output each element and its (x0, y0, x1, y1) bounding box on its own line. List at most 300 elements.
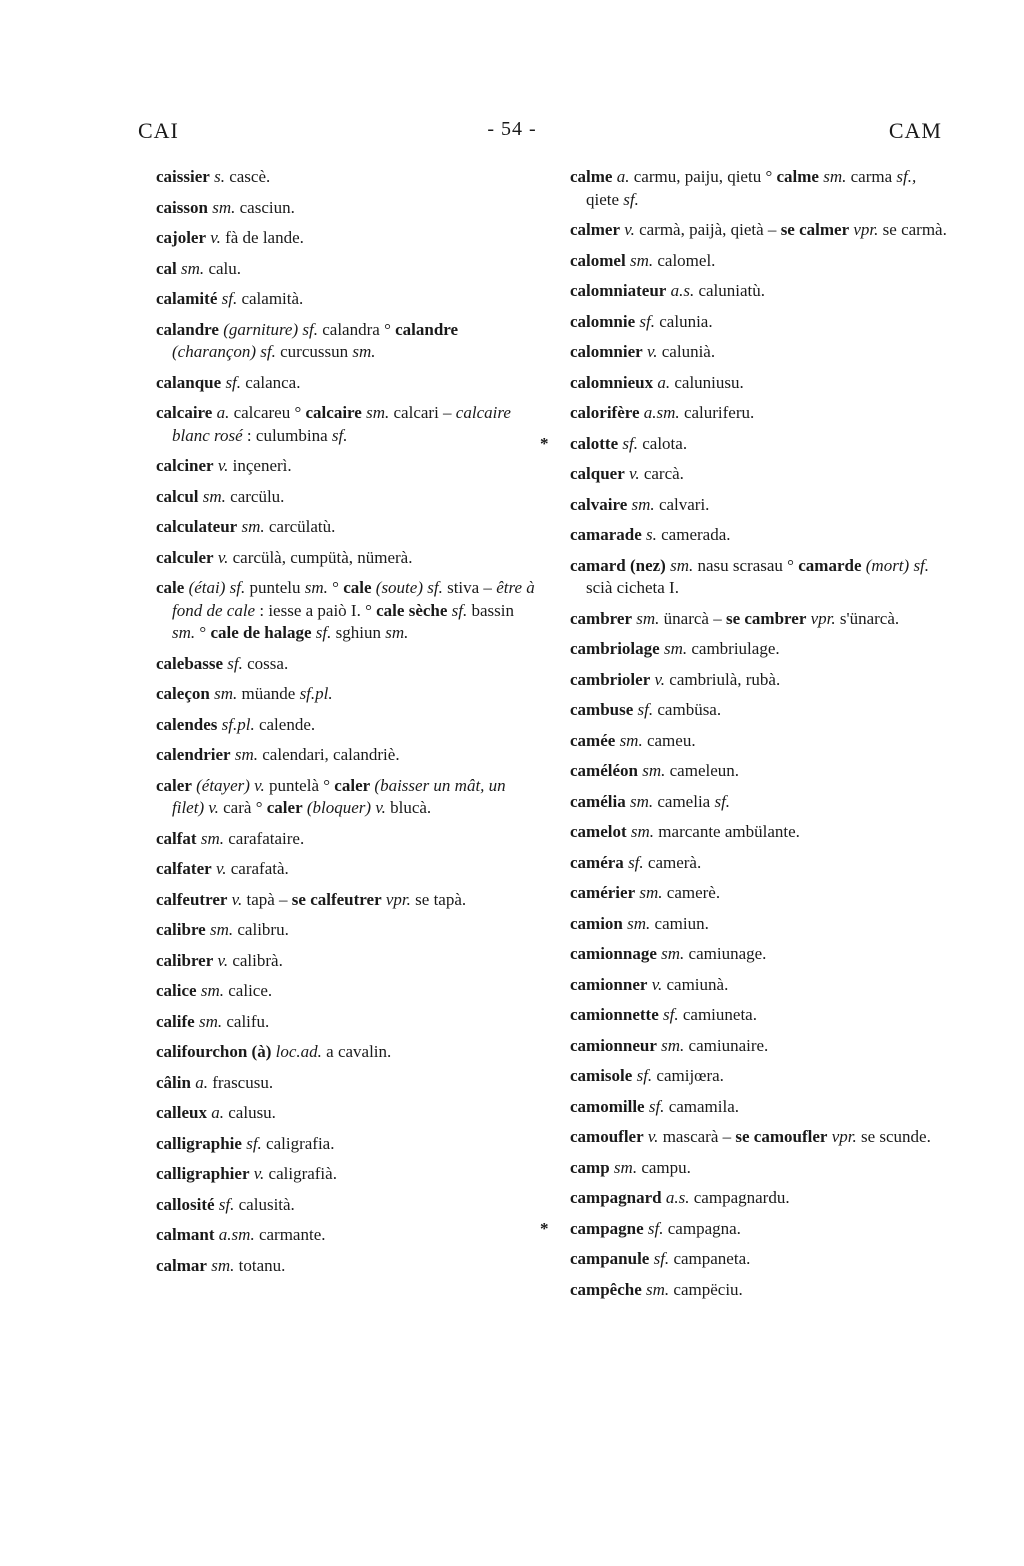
grammar-label: v. (206, 228, 221, 247)
translation-text: nasu scrasau ° (693, 555, 799, 575)
dictionary-entry (540, 1218, 950, 1241)
grammar-label: sf. (632, 1066, 653, 1085)
grammar-label: sf. (221, 372, 242, 392)
translation-text: carcülu. (225, 486, 285, 506)
headword: calomnie (570, 311, 636, 331)
translation-text: curcussun (275, 342, 353, 361)
headword: campanule (570, 1249, 650, 1268)
translation-text: calomel. (653, 250, 716, 270)
grammar-label: sm. (625, 250, 654, 270)
translation-text: calanca. (241, 372, 301, 392)
grammar-label: sf. (649, 1249, 670, 1268)
headword: cajoler (156, 228, 207, 247)
translation-text: calibrà. (228, 950, 283, 970)
translation-text: ° (195, 623, 211, 642)
headword: cale (343, 578, 372, 597)
dictionary-entry (570, 555, 950, 600)
grammar-label: sf. (643, 1218, 664, 1238)
grammar-label: (charançon) sf. (172, 342, 276, 361)
translation-text: cambüsa. (653, 700, 722, 719)
translation-text: müande (237, 684, 300, 703)
headword: calorifère (570, 403, 640, 422)
dictionary-entry (570, 760, 950, 783)
grammar-label: sm. (641, 1279, 670, 1299)
headword: calendrier (156, 745, 231, 764)
grammar-label: sm. (635, 883, 663, 902)
grammar-label: sm. (632, 608, 660, 628)
headword: caméra (570, 852, 624, 872)
translation-text: qiete (586, 189, 624, 209)
grammar-label: sm. (237, 517, 265, 536)
dictionary-entry (156, 258, 536, 281)
translation-text: calota. (637, 433, 688, 453)
headword: calibre (156, 920, 206, 939)
headword: câlin (156, 1072, 191, 1092)
translation-text: stiva – (442, 578, 497, 597)
grammar-label: sm. (385, 623, 409, 642)
grammar-label: a. (653, 372, 671, 392)
headword: calfeutrer (156, 889, 228, 909)
dictionary-entry (570, 821, 950, 844)
headword: se cambrer (725, 608, 807, 628)
headword: camion (570, 913, 623, 933)
dictionary-entry (570, 372, 950, 395)
translation-text: califu. (222, 1011, 270, 1031)
dictionary-entry (570, 730, 950, 753)
headword: caissier (156, 167, 210, 186)
dictionary-entry (156, 288, 536, 311)
dictionary-entry (570, 250, 950, 273)
translation-text: cambriulà, rubà. (665, 669, 781, 689)
grammar-label: (étai) sf. (184, 578, 246, 597)
dictionary-entry (156, 227, 536, 250)
translation-text: se scunde. (856, 1127, 931, 1146)
headword: caler (334, 775, 371, 795)
headword: calamité (156, 289, 218, 308)
translation-text: inçenerì. (228, 456, 292, 475)
grammar-label: sm. (659, 639, 688, 658)
headword: camélia (570, 791, 626, 811)
grammar-label: sm. (194, 1011, 223, 1031)
grammar-label: a.sm. (639, 403, 680, 422)
translation-text: carcülatù. (264, 517, 336, 536)
translation-text: caluniusu. (670, 372, 744, 392)
dictionary-entry (570, 402, 950, 425)
grammar-label: sf. (644, 1096, 665, 1116)
grammar-label: sm. (198, 486, 226, 506)
translation-text: carà ° (218, 798, 267, 817)
headword: calligraphier (156, 1164, 250, 1183)
translation-text: camiun. (650, 913, 709, 933)
translation-text: campëciu. (669, 1279, 743, 1299)
translation-text: calamità. (237, 289, 304, 308)
grammar-label: sf., (896, 167, 917, 186)
translation-text: ° (327, 578, 344, 597)
grammar-label: sm. (196, 828, 224, 848)
dictionary-entry (570, 166, 950, 211)
dictionary-entry (570, 913, 950, 936)
dictionary-entry (156, 166, 536, 189)
grammar-label: sf. (214, 1194, 235, 1214)
grammar-label: sf. (618, 433, 638, 453)
translation-text: caligrafià. (264, 1164, 337, 1183)
grammar-label: sm. (665, 555, 694, 575)
grammar-label: sm. (637, 761, 666, 780)
translation-text: carma (846, 167, 897, 186)
headword: se camoufler (735, 1127, 828, 1146)
headword: calice (156, 981, 197, 1000)
headword: calcul (156, 486, 199, 506)
dictionary-entry (156, 372, 536, 395)
headword: calmer (570, 220, 621, 239)
dictionary-entry (570, 1279, 950, 1302)
dictionary-entry (156, 577, 536, 645)
headword: campêche (570, 1279, 642, 1299)
translation-text: carmante. (254, 1225, 326, 1244)
translation-text: caligrafia. (261, 1133, 335, 1153)
headword: cal (156, 258, 177, 278)
grammar-label: (mort) sf. (861, 555, 930, 575)
grammar-label: a.sm. (214, 1225, 255, 1244)
grammar-label: v. (643, 1127, 659, 1146)
dictionary-entry (570, 974, 950, 997)
headword: calomnier (570, 342, 643, 361)
grammar-label: a.s. (666, 281, 695, 300)
headword: cambriolage (570, 639, 660, 658)
headword: caler (156, 775, 192, 795)
dictionary-entry (156, 1163, 536, 1186)
translation-text: camerà. (643, 852, 702, 872)
grammar-label: (étayer) v. (191, 775, 265, 795)
headword: calcaire (156, 403, 213, 422)
running-head-right: CAM (888, 118, 942, 143)
grammar-label: v. (647, 974, 663, 994)
translation-text: camijœra. (652, 1066, 724, 1085)
headword: caler (266, 798, 303, 817)
translation-text: se tapà. (410, 889, 467, 909)
dictionary-entry (570, 1187, 950, 1210)
dictionary-entry (570, 699, 950, 722)
dictionary-entry (156, 683, 536, 706)
headword: camomille (570, 1096, 645, 1116)
headword: calife (156, 1011, 195, 1031)
translation-text: camerada. (656, 525, 731, 544)
grammar-label: sf. (447, 600, 468, 620)
dictionary-entry (570, 638, 950, 661)
headword: calanque (156, 372, 222, 392)
dictionary-entry (156, 828, 536, 851)
dictionary-entry (570, 608, 950, 631)
headword: cambrioler (570, 669, 651, 689)
grammar-label: sm. (627, 494, 655, 514)
grammar-label: sm. (207, 197, 236, 217)
grammar-label: sf. (331, 425, 348, 445)
grammar-label: s. (209, 167, 225, 186)
translation-text: calcareu (229, 403, 295, 422)
grammar-label: sf. (223, 653, 243, 673)
translation-text: calusità. (234, 1194, 295, 1214)
grammar-label: sf. (241, 1133, 262, 1153)
dictionary-entry (570, 882, 950, 905)
headword: camarde (798, 555, 862, 575)
translation-text: se carmà. (878, 220, 947, 239)
grammar-label: sf. (658, 1005, 679, 1024)
grammar-label: sf.pl. (299, 684, 333, 703)
translation-text: camelia (653, 791, 715, 811)
grammar-label: sm. (304, 578, 328, 597)
dictionary-entry (156, 1255, 536, 1278)
headword: camelot (570, 822, 627, 841)
headword: caleçon (156, 684, 210, 703)
grammar-label: sm. (205, 920, 234, 939)
translation-text: camiunà. (662, 974, 729, 994)
grammar-label: v. (624, 464, 640, 483)
translation-text: carafataire. (224, 828, 305, 848)
grammar-label: sm. (196, 981, 224, 1000)
grammar-label: sm. (626, 822, 655, 841)
grammar-label: (garniture) sf. (218, 319, 318, 339)
dictionary-entry (156, 950, 536, 973)
translation-text: : culumbina (242, 425, 332, 445)
grammar-label: sf. (217, 289, 238, 308)
translation-text: cambriulage. (687, 639, 780, 658)
translation-text: cascè. (224, 167, 271, 186)
headword: cale sèche (376, 600, 448, 620)
headword: calfater (156, 859, 212, 878)
grammar-label: sm. (622, 913, 651, 933)
dictionary-entry (570, 463, 950, 486)
dictionary-entry (570, 341, 950, 364)
grammar-label: v. (213, 547, 229, 567)
dictionary-entry (156, 889, 536, 912)
grammar-label: a. (190, 1072, 208, 1092)
headword: calligraphie (156, 1133, 242, 1153)
dictionary-entry (156, 775, 536, 820)
grammar-label: sm. (230, 745, 258, 764)
headword: camionnage (570, 944, 657, 963)
translation-text: calu. (204, 258, 242, 278)
grammar-label: sm. (656, 944, 685, 963)
translation-text: camerè. (662, 883, 721, 902)
grammar-label: v. (213, 456, 229, 475)
translation-text: camiunaire. (684, 1035, 769, 1055)
grammar-label: (soute) sf. (371, 578, 443, 597)
dictionary-entry (156, 319, 536, 364)
grammar-label: sm. (361, 403, 390, 422)
headword: campagnard (570, 1188, 662, 1207)
dictionary-entry (570, 1096, 950, 1119)
translation-text: carcà. (639, 464, 684, 483)
translation-text: campagnardu. (689, 1188, 790, 1207)
grammar-label: sm. (615, 730, 643, 750)
grammar-label: sm. (818, 167, 847, 186)
headword: calfat (156, 828, 197, 848)
translation-text: campu. (637, 1157, 691, 1177)
translation-text: cameu. (642, 730, 696, 750)
dictionary-entry (570, 1035, 950, 1058)
headword: cambuse (570, 700, 634, 719)
headword: calleux (156, 1103, 207, 1122)
headword: campagne (570, 1218, 644, 1238)
page-number: - 54 - (487, 118, 537, 140)
translation-text: caluniatù. (694, 281, 766, 300)
dictionary-entry (156, 1102, 536, 1125)
translation-text: totanu. (234, 1255, 286, 1275)
translation-text: a cavalin. (321, 1042, 392, 1061)
headword: calendes (156, 714, 218, 734)
dictionary-entry (570, 852, 950, 875)
dictionary-entry (156, 516, 536, 539)
grammar-label: v. (249, 1164, 265, 1183)
translation-text: carafatà. (226, 859, 289, 878)
translation-text: s'ünarcà. (835, 608, 900, 628)
translation-text: camamila. (664, 1096, 740, 1116)
translation-text: ünarcà – (659, 608, 726, 628)
dictionary-entry (570, 524, 950, 547)
dictionary-entry (156, 1224, 536, 1247)
translation-text: carcülà, cumpütà, nümerà. (228, 547, 413, 567)
headword: calmant (156, 1225, 215, 1244)
dictionary-entry (570, 219, 950, 242)
translation-text: fà de lande. (220, 228, 304, 247)
dictionary-entry (570, 494, 950, 517)
headword: cale de halage (210, 623, 312, 642)
dictionary-entry (156, 547, 536, 570)
dictionary-column-left (156, 166, 536, 1285)
grammar-label: sm. (609, 1157, 638, 1177)
dictionary-entry (156, 486, 536, 509)
translation-text: mascarà – (658, 1127, 736, 1146)
headword: calandre (156, 319, 219, 339)
headword: callosité (156, 1194, 215, 1214)
translation-text: puntelà ° (264, 775, 335, 795)
dictionary-entry (570, 1004, 950, 1027)
translation-text: camiuneta. (678, 1005, 757, 1024)
dictionary-entry (570, 311, 950, 334)
asterisk-mark: * (540, 1218, 549, 1238)
headword: calibrer (156, 950, 214, 970)
grammar-label: sm. (206, 1255, 235, 1275)
translation-text: bassin (467, 600, 515, 620)
running-head-left: CAI (138, 118, 179, 143)
headword: camionner (570, 974, 648, 994)
headword: camard (nez) (570, 555, 666, 575)
headword: califourchon (à) (156, 1042, 272, 1061)
dictionary-column-right (540, 166, 950, 1309)
translation-text: ° (384, 319, 396, 339)
dictionary-entry (156, 1072, 536, 1095)
translation-text: calibru. (233, 920, 289, 939)
dictionary-entry (156, 714, 536, 737)
grammar-label: a. (612, 167, 630, 186)
headword: calme (776, 167, 819, 186)
dictionary-entry (570, 1248, 950, 1271)
grammar-label: a. (207, 1103, 224, 1122)
translation-text: calusu. (224, 1103, 276, 1122)
grammar-label: a. (212, 403, 230, 422)
grammar-label: v. (642, 342, 658, 361)
grammar-label: sf. (714, 791, 731, 811)
headword: caisson (156, 197, 208, 217)
translation-text: casciun. (235, 197, 295, 217)
grammar-label: être à fond de cale (172, 578, 535, 620)
translation-text: calice. (224, 981, 273, 1000)
dictionary-entry (156, 1133, 536, 1156)
translation-text: calunia. (655, 311, 713, 331)
headword: se calfeutrer (291, 889, 382, 909)
headword: calculer (156, 547, 214, 567)
headword: camérier (570, 883, 636, 902)
headword: camionneur (570, 1035, 657, 1055)
grammar-label: a.s. (661, 1188, 690, 1207)
headword: calculateur (156, 517, 238, 536)
grammar-label: sm. (172, 623, 196, 642)
grammar-label: sm. (176, 258, 205, 278)
translation-text: camiunage. (684, 944, 767, 963)
translation-text: ° (294, 403, 306, 422)
translation-text: scià cicheta I. (586, 578, 679, 597)
headword: calebasse (156, 653, 224, 673)
headword: cale (156, 578, 185, 597)
grammar-label: vpr. (849, 220, 879, 239)
translation-text: campaneta. (669, 1249, 751, 1268)
translation-text: carmu, paiju, qietu ° (629, 167, 777, 186)
headword: calmar (156, 1255, 207, 1275)
translation-text: frascusu. (207, 1072, 274, 1092)
grammar-label: v. (211, 859, 227, 878)
dictionary-entry (570, 1126, 950, 1149)
grammar-label: v. (213, 950, 229, 970)
grammar-label: sf.pl. (217, 714, 255, 734)
headword: calcaire (305, 403, 362, 422)
headword: se calmer (780, 220, 850, 239)
translation-text: carmà, paijà, qietà – (634, 220, 781, 239)
grammar-label: sf. (311, 623, 332, 642)
dictionary-entry (156, 919, 536, 942)
headword: camarade (570, 525, 642, 544)
grammar-label: s. (641, 525, 657, 544)
headword: camoufler (570, 1127, 644, 1146)
translation-text: blucà. (385, 798, 432, 817)
dictionary-entry (156, 455, 536, 478)
headword: calandre (395, 319, 459, 339)
translation-text: calandra (317, 319, 385, 339)
translation-text: marcante ambülante. (654, 822, 800, 841)
headword: calvaire (570, 494, 628, 514)
dictionary-entry (156, 1194, 536, 1217)
translation-text: cossa. (242, 653, 289, 673)
translation-text: campagna. (663, 1218, 741, 1238)
headword: calomnieux (570, 372, 654, 392)
translation-text: calende. (254, 714, 316, 734)
dictionary-entry (156, 653, 536, 676)
grammar-label: sm. (352, 342, 376, 361)
headword: cambrer (570, 608, 632, 628)
translation-text: cameleun. (665, 761, 740, 780)
headword: calomel (570, 250, 626, 270)
grammar-label: vpr. (827, 1127, 857, 1146)
dictionary-entry (156, 1041, 536, 1064)
grammar-label: sf. (635, 311, 655, 331)
dictionary-entry (570, 791, 950, 814)
grammar-label: sf. (633, 700, 654, 719)
headword: camp (570, 1157, 610, 1177)
grammar-label: sm. (625, 791, 654, 811)
headword: camée (570, 730, 616, 750)
dictionary-entry (156, 980, 536, 1003)
dictionary-entry (156, 858, 536, 881)
dictionary-entry (156, 402, 536, 447)
